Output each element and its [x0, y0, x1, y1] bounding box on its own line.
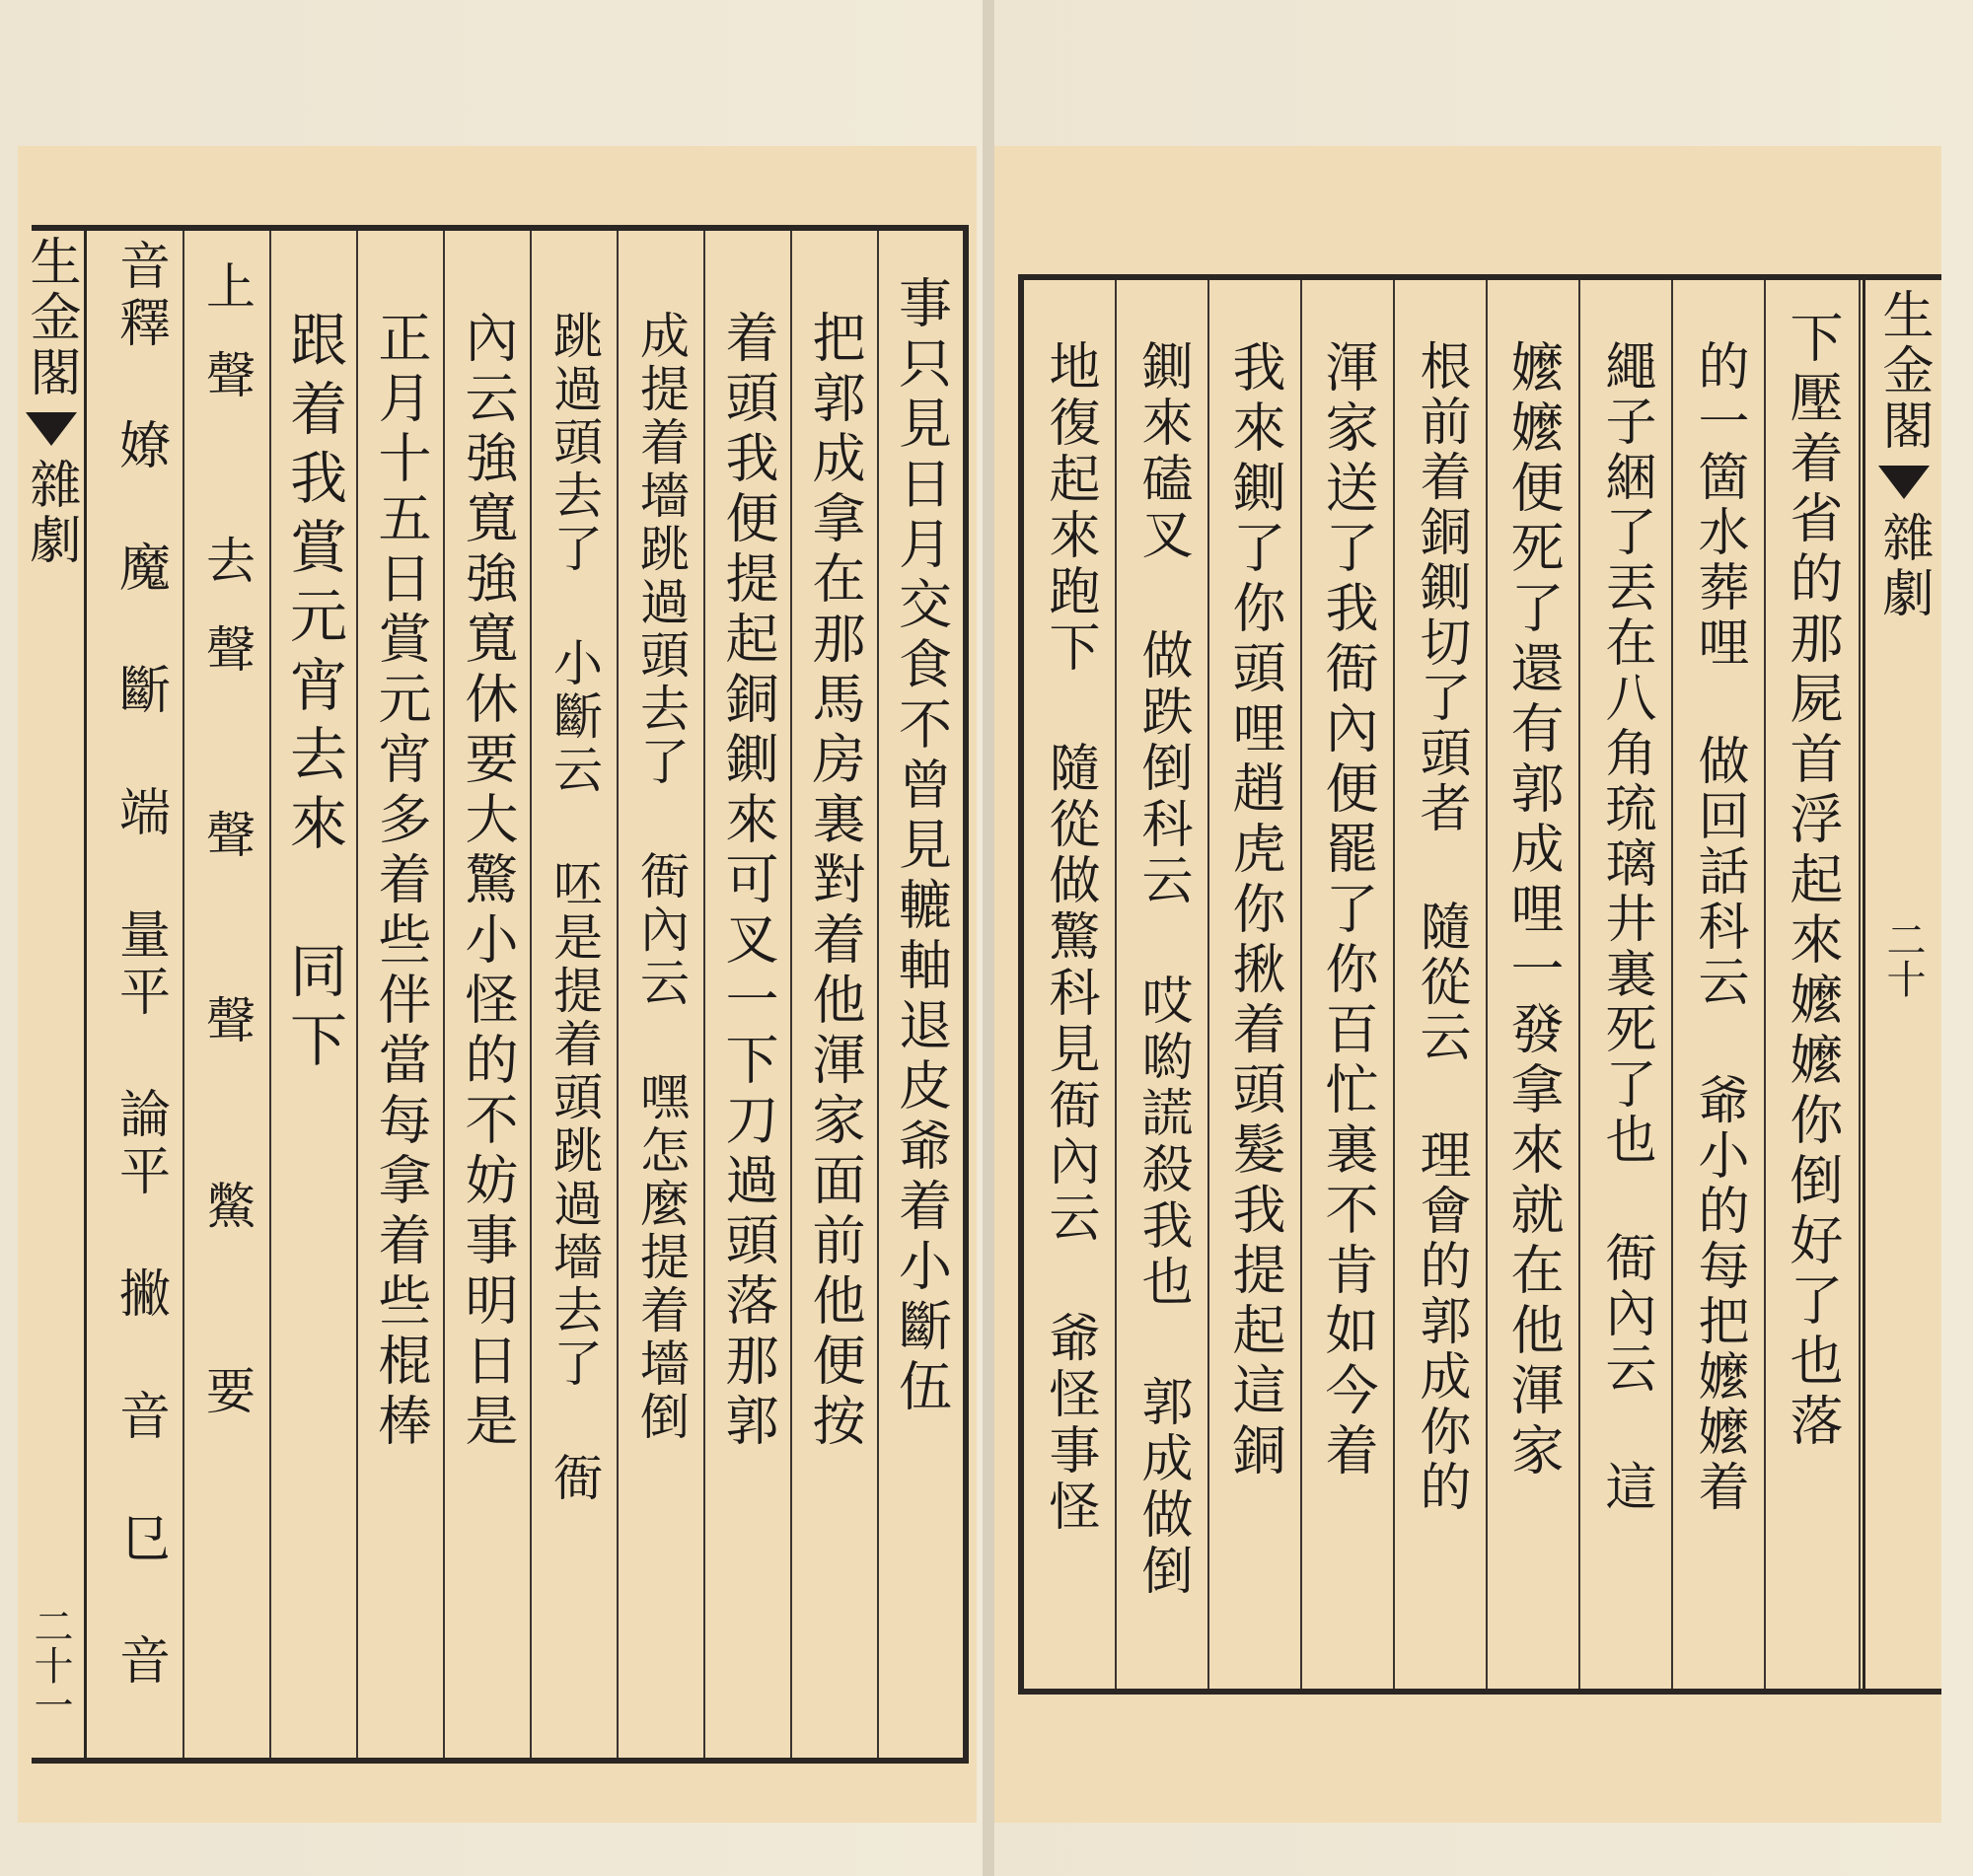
column-text: 着頭我便提起銅鍘來可叉一下刀過頭落那郭 — [717, 310, 779, 1453]
text-column — [1117, 280, 1207, 1689]
column-text: 嬤嬤便死了還有郭成哩一發拿來就在他渾家 — [1502, 339, 1565, 1482]
right-margin-strip — [1863, 280, 1941, 1689]
column-text: 的一箇水葬哩 做回話科云 爺小的每把嬤嬤着 — [1689, 339, 1748, 1515]
right-text-area — [1024, 280, 1861, 1689]
text-column — [358, 231, 443, 1758]
text-column — [879, 231, 963, 1758]
text-column — [1395, 280, 1486, 1689]
right-page — [994, 146, 1941, 1823]
text-column — [1209, 280, 1300, 1689]
text-column — [1673, 280, 1764, 1689]
text-column — [184, 231, 269, 1758]
text-column — [705, 231, 790, 1758]
text-column — [532, 231, 617, 1758]
column-text: 內云強寬強寬休要大驚小怪的不妨事明日是 — [457, 310, 519, 1453]
column-text: 鍘來磕叉 做跌倒科云 哎喲謊殺我也 郭成做倒 — [1133, 339, 1192, 1600]
column-text: 上聲 去聲 聲 聲 鱉 要 — [198, 260, 256, 1454]
column-text: 地復起來跑下 隨從做驚科見衙內云 爺怪事怪 — [1040, 339, 1099, 1536]
left-leaf-number: 二十一 — [28, 1606, 73, 1724]
right-fish-tail-icon — [1878, 466, 1930, 499]
gutter-fold — [983, 0, 994, 1876]
left-book-title: 生金閣 — [21, 235, 80, 400]
right-book-title: 生金閣 — [1873, 288, 1933, 454]
column-text: 我來鍘了你頭哩趙虎你揪着頭髮我提起這銅 — [1224, 339, 1286, 1482]
column-text: 正月十五日賞元宵多着些伴當每拿着些棍棒 — [370, 310, 432, 1453]
text-column — [792, 231, 877, 1758]
column-text: 跳過頭去了 小斷云 呸是提着頭跳過墻去了 衙 — [546, 310, 603, 1505]
left-fish-tail-icon — [26, 412, 77, 446]
column-text: 跟着我賞元宵去來 同下 — [280, 310, 347, 1079]
text-column — [1766, 280, 1859, 1689]
column-text: 成提着墻跳過頭去了 衙內云 嘿怎麼提着墻倒 — [632, 310, 690, 1444]
text-column — [97, 231, 183, 1758]
text-column — [1024, 280, 1115, 1689]
column-text: 繩子綑了丟在八角琉璃井裏死了也 衙內云 這 — [1596, 339, 1655, 1515]
column-text: 事只見日月交食不曾見轆軸退皮爺着小斷伍 — [890, 275, 953, 1418]
text-column — [271, 231, 356, 1758]
column-text: 下壓着省的那屍首浮起來嬤嬤你倒好了也落 — [1782, 310, 1844, 1453]
left-text-area — [97, 231, 963, 1758]
text-column — [619, 231, 703, 1758]
left-section-label: 雜劇 — [21, 458, 80, 568]
right-leaf-number: 二十 — [1880, 919, 1926, 998]
right-section-label: 雜劇 — [1873, 511, 1933, 621]
column-text: 把郭成拿在那馬房裏對着他渾家面前他便按 — [804, 310, 866, 1453]
text-column — [1302, 280, 1393, 1689]
text-column — [445, 231, 530, 1758]
column-text: 音釋 嫽 魔 斷 端 量平 論平 撇 音 㔾 音 — [110, 239, 170, 1691]
left-margin-strip — [18, 225, 87, 1764]
left-page — [18, 146, 977, 1823]
column-rule — [1859, 280, 1861, 1689]
column-text: 渾家送了我衙內便罷了你百忙裏不肯如今着 — [1317, 339, 1379, 1482]
text-column — [1580, 280, 1671, 1689]
column-text: 根前着銅鍘切了頭者 隨從云 理會的郭成你的 — [1411, 339, 1470, 1515]
text-column — [1488, 280, 1578, 1689]
